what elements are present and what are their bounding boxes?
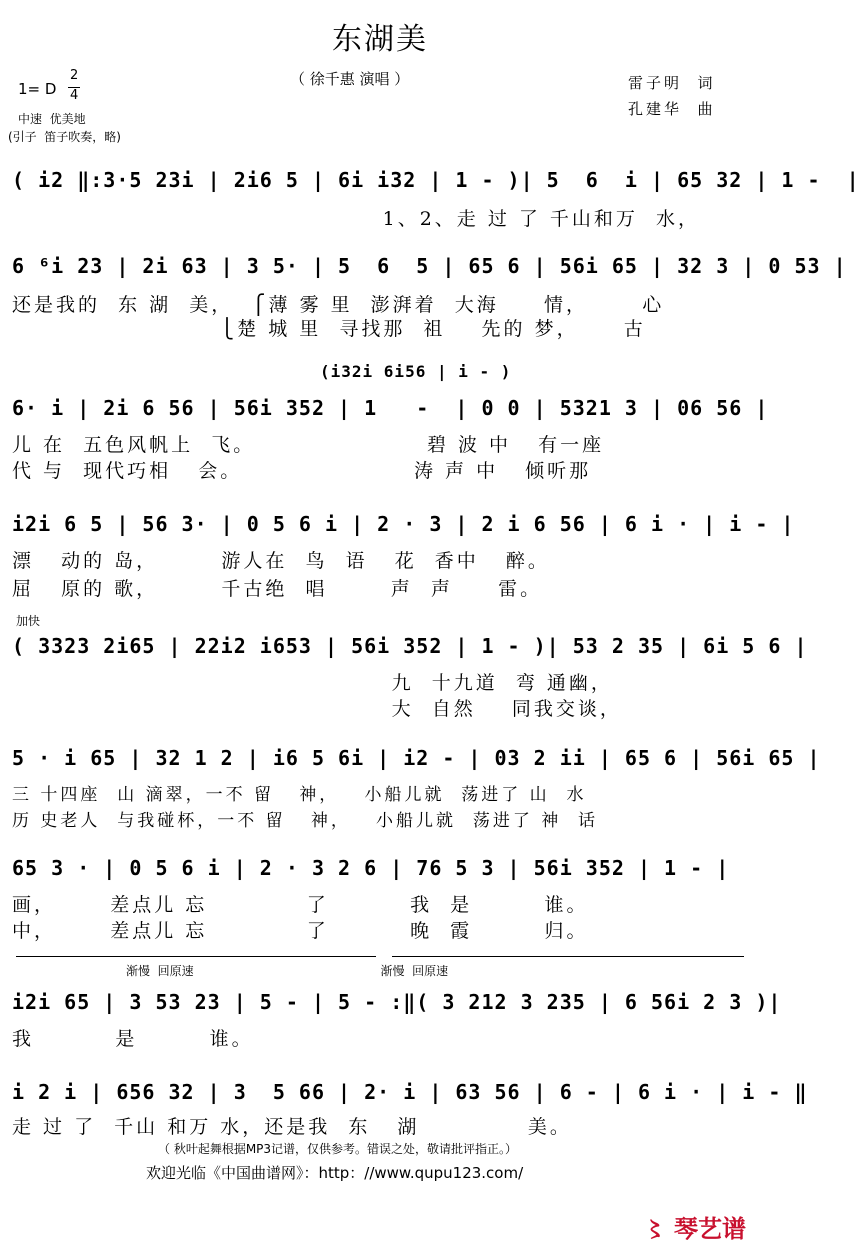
- lyric-line-7-verse-1: 画， 差点儿 忘 了 我 是 谁。: [12, 894, 589, 916]
- score-line-5: ( 3323 2i65 | 22i2 i653 | 56i 352 | 1 - )| 53 2 35 | 6i 5 6 |: [12, 634, 808, 658]
- lyric-line-5-verse-2: 大 自然 同我交谈，: [12, 698, 622, 720]
- time-denominator: 4: [70, 88, 79, 103]
- intro-note: (引子 笛子吹奏，略): [8, 130, 121, 144]
- song-title: 东湖美: [332, 22, 428, 57]
- site-link[interactable]: 欢迎光临《中国曲谱网》：http：//www.qupu123.com/: [146, 1164, 524, 1182]
- brand-logo: 〻 琴艺谱: [643, 1215, 746, 1243]
- ritardando-marker: 渐慢 回原速 渐慢 回原速: [126, 964, 449, 978]
- lyric-line-3-verse-1: 儿 在 五色风帆上 飞。 碧 波 中 有一座: [12, 434, 605, 456]
- lyric-line-5-verse-1: 九 十九道 弯 通幽，: [12, 672, 613, 694]
- time-numerator: 2: [70, 68, 79, 83]
- lyric-line-6-verse-1: 三 十四座 山 滴翠，一不 留 神， 小船儿就 荡进了 山 水: [12, 785, 587, 805]
- score-line-7: 65 3 · | 0 5 6 i | 2 · 3 2 6 | 76 5 3 | 56i 352 | 1 - |: [12, 856, 730, 880]
- lyricist-credit: 雷子明 词: [628, 74, 716, 92]
- score-line-2: 6 ⁶i 23 | 2i 63 | 3 5· | 5 6 5 | 65 6 | 56i 65 | 32 3 | 0 53 |: [12, 254, 847, 278]
- score-line-1: ( i2 ‖:3·5 23i | 2i6 5 | 6i i32 | 1 - )| 5 6 i | 65 32 | 1 - |: [12, 168, 860, 192]
- score-line-6: 5 · i 65 | 32 1 2 | i6 5 6i | i2 - | 03 2 ii | 65 6 | 56i 65 |: [12, 746, 821, 770]
- lyric-line-6-verse-2: 历 史老人 与我碰杯，一不 留 神， 小船儿就 荡进了 神 话: [12, 811, 599, 831]
- tempo-marking: 中速 优美地: [18, 112, 86, 126]
- lyric-line-7-verse-2: 中， 差点儿 忘 了 晚 霞 归。: [12, 920, 589, 942]
- tempo-change-marker: 加快: [16, 614, 41, 628]
- score-line-8: i2i 65 | 3 53 23 | 5 - | 5 - :‖( 3 212 3 235 | 6 56i 2 3 )|: [12, 990, 782, 1014]
- lyric-line-4-verse-1: 漂 动的 岛， 游人在 鸟 语 花 香中 醉。: [12, 550, 550, 572]
- score-line-4: i2i 6 5 | 56 3· | 0 5 6 i | 2 · 3 | 2 i 6 56 | 6 i · | i - |: [12, 512, 795, 536]
- singer-credit: （ 徐千惠 演唱 ）: [290, 70, 410, 88]
- lyric-line-3-verse-2: 代 与 现代巧相 会。 涛 声 中 倾听那: [12, 460, 592, 482]
- score-line-3-upper: (i32i 6i56 | i - ): [320, 362, 512, 381]
- lyric-line-1-verse-1: 1、2、走 过 了 千山和万 水，: [12, 208, 700, 230]
- transcription-note: （ 秋叶起舞根据MP3记谱，仅供参考。错误之处，敬请批评指正。）: [158, 1142, 518, 1156]
- lyric-line-4-verse-2: 屈 原的 歌， 千古绝 唱 声 声 雷。: [12, 578, 543, 600]
- lyric-line-9-verse-1: 走 过 了 千山 和万 水，还是我 东 湖 美。: [12, 1116, 572, 1138]
- brand-mark-icon: 〻: [643, 1218, 666, 1243]
- score-line-9: i 2 i | 656 32 | 3 5 66 | 2· i | 63 56 | 6 - | 6 i · | i - ‖: [12, 1080, 808, 1104]
- composer-credit: 孔建华 曲: [628, 100, 716, 118]
- lyric-line-2-verse-2: ⎩楚 城 里 寻找那 祖 先的 梦， 古: [12, 318, 646, 340]
- score-line-3: 6· i | 2i 6 56 | 56i 352 | 1 - | 0 0 | 5321 3 | 06 56 |: [12, 396, 769, 420]
- volta-bracket-2: [392, 956, 744, 957]
- lyric-line-8-verse-1: 我 是 谁。: [12, 1028, 254, 1050]
- key-signature: 1= D: [18, 80, 57, 98]
- lyric-line-2-verse-1: 还是我的 东 湖 美， ⎧薄 雾 里 澎湃着 大海 情， 心: [12, 294, 665, 316]
- volta-bracket-1: [16, 956, 376, 957]
